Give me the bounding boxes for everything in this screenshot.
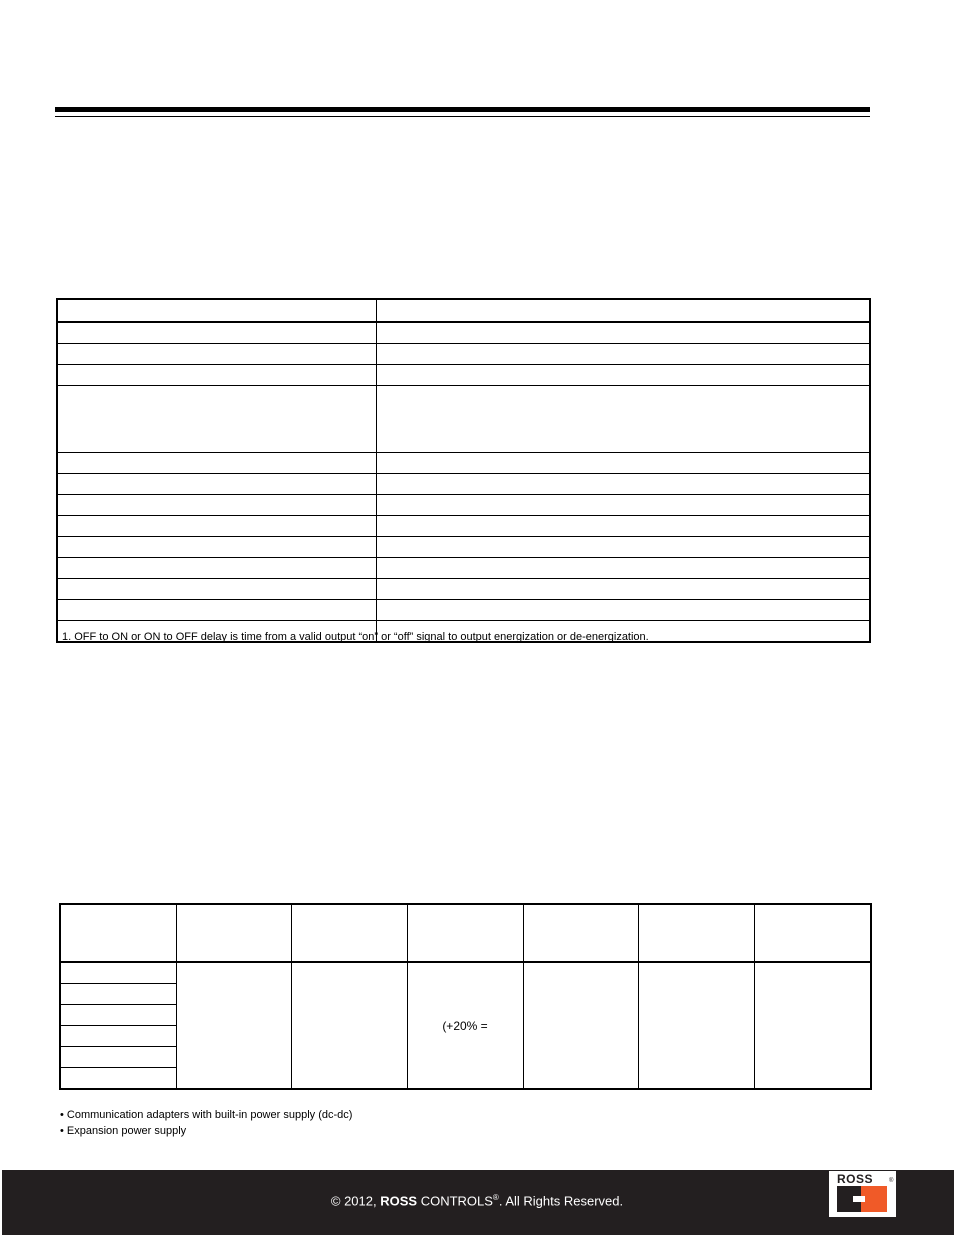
tolerance-cell (407, 962, 523, 1089)
table-header-row (60, 904, 871, 962)
list-item: • Expansion power supply (60, 1125, 187, 1137)
table-row (57, 365, 870, 386)
table-row (57, 600, 870, 621)
table-footnote: 1. OFF to ON or ON to OFF delay is time from a valid output “on” or “off” signal to output energization or de-energization. (62, 631, 649, 643)
table-row (57, 299, 870, 322)
table-row (57, 386, 870, 453)
table-row (60, 962, 871, 984)
logo-reg-mark: ® (889, 1178, 894, 1184)
table-row (57, 322, 870, 344)
table-row (57, 453, 870, 474)
list-item: • Communication adapters with built-in power supply (dc-dc) (60, 1109, 353, 1121)
table-row (57, 558, 870, 579)
copyright-notice: © 2012, ROSS CONTROLS®. All Rights Reserved. (330, 1193, 624, 1209)
table-row (57, 474, 870, 495)
header-rule-thick (55, 107, 870, 112)
ross-logo (829, 1171, 896, 1217)
header-rule-thin (55, 116, 870, 117)
table-row (57, 495, 870, 516)
logo-mark-icon (837, 1186, 887, 1212)
table-row (57, 516, 870, 537)
bullet-list (60, 1107, 352, 1139)
table-row (57, 537, 870, 558)
table-row (57, 579, 870, 600)
power-supply-table (59, 903, 872, 1090)
logo-text: ROSS (837, 1172, 874, 1186)
specifications-table (56, 298, 871, 643)
table-row (57, 344, 870, 365)
tolerance-text: (+20% = (442, 1018, 488, 1033)
